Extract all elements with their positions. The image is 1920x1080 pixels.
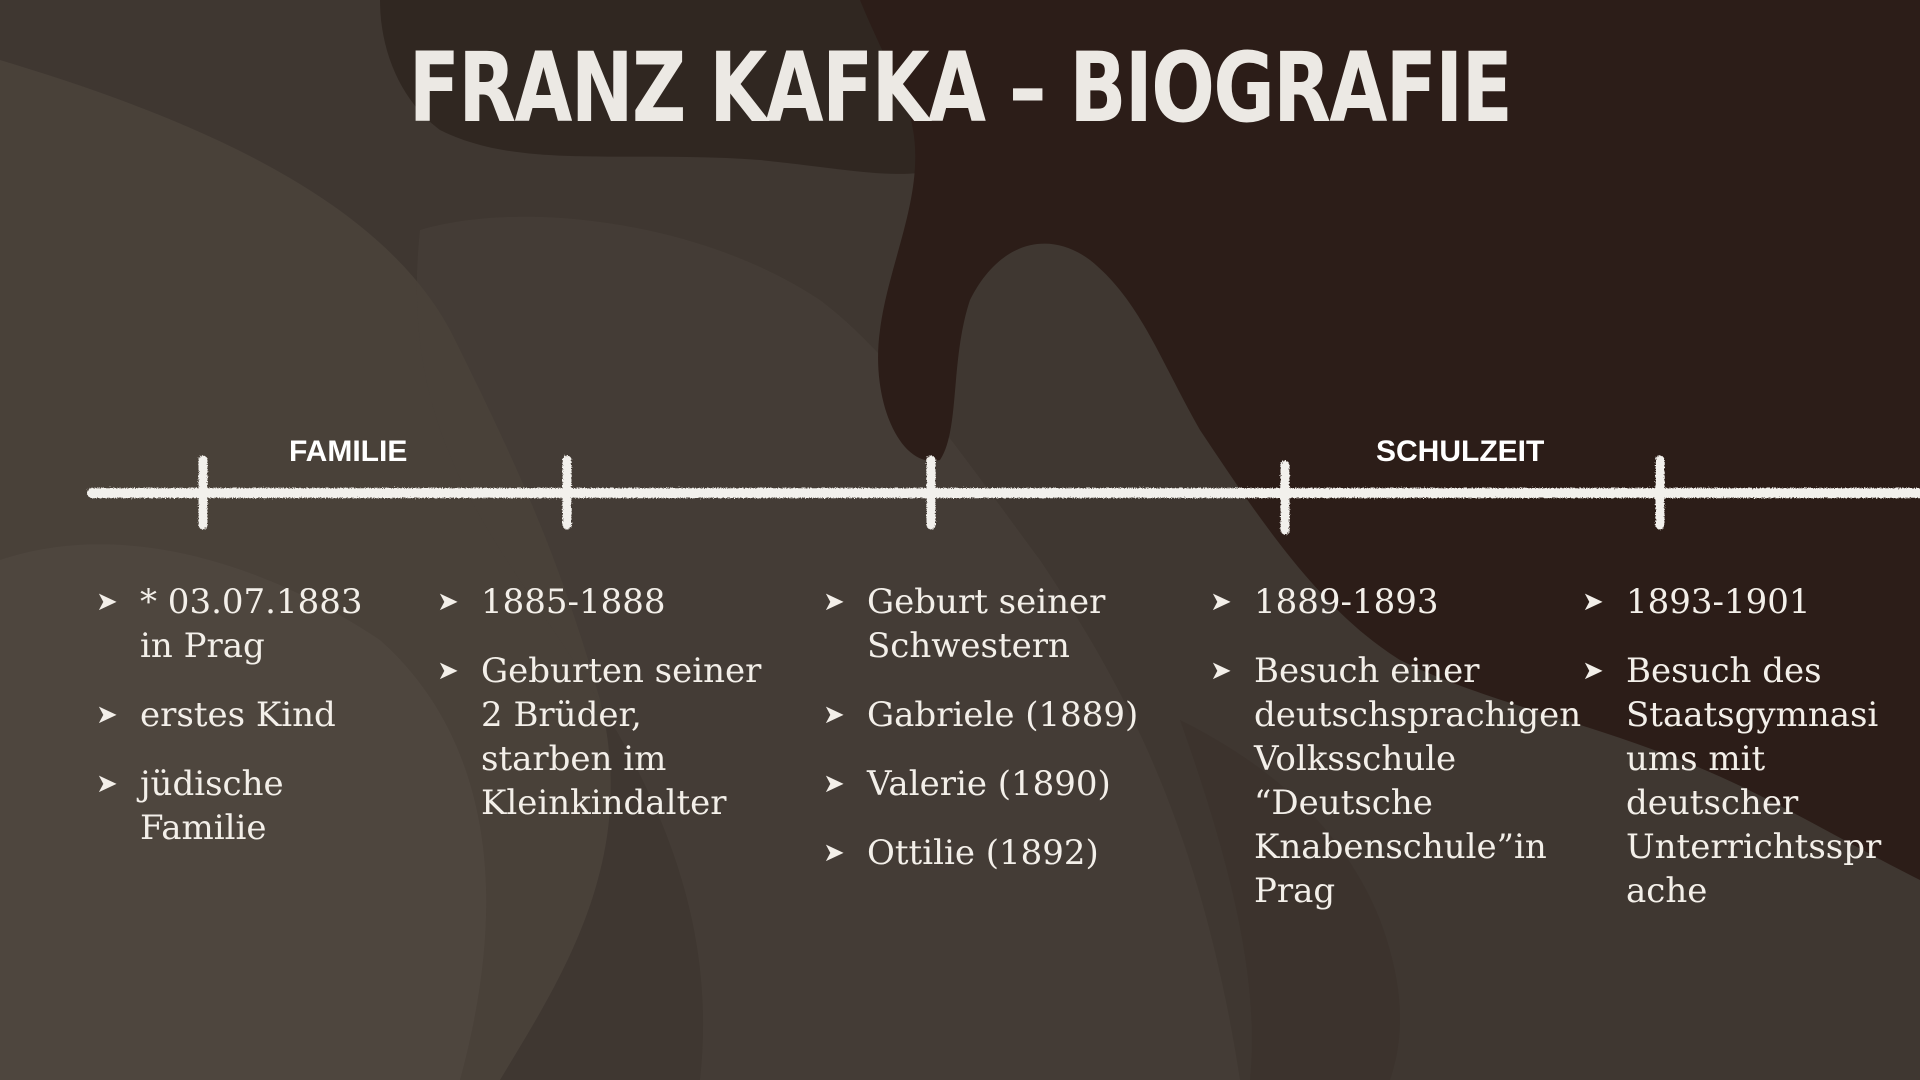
timeline-column-4 xyxy=(1210,580,1590,938)
timeline-column-2 xyxy=(437,580,797,850)
arrowhead-icon: ➤ xyxy=(96,700,118,730)
arrowhead-icon: ➤ xyxy=(823,769,845,799)
list-item xyxy=(96,693,416,737)
list-item xyxy=(823,580,1203,668)
arrowhead-icon: ➤ xyxy=(96,769,118,799)
list-item-text: Geburten seiner 2 Brüder, starben im Kleinkindalter xyxy=(481,651,762,823)
list-item xyxy=(96,580,416,668)
list-item xyxy=(823,831,1203,875)
list-item-text: Valerie (1890) xyxy=(867,764,1111,804)
list-item-text: erstes Kind xyxy=(140,695,336,735)
arrowhead-icon: ➤ xyxy=(1582,587,1604,617)
list-item xyxy=(1210,580,1590,624)
list-item-text: 1893-1901 xyxy=(1626,582,1811,622)
list-item-text: Besuch einer deutschsprachigen Volksschule “Deutsche Knabenschule”in Prag xyxy=(1254,651,1582,911)
list-item xyxy=(437,649,797,825)
section-label-familie: FAMILIE xyxy=(289,435,408,468)
arrowhead-icon: ➤ xyxy=(96,587,118,617)
timeline xyxy=(0,440,1920,540)
timeline-column-5 xyxy=(1582,580,1912,938)
list-item xyxy=(1582,649,1912,913)
section-label-schulzeit: SCHULZEIT xyxy=(1376,435,1545,468)
list-item-text: * 03.07.1883 in Prag xyxy=(140,582,363,666)
arrowhead-icon: ➤ xyxy=(437,656,459,686)
slide-title: FRANZ KAFKA – BIOGRAFIE xyxy=(408,32,1512,144)
list-item-text: 1885-1888 xyxy=(481,582,666,622)
timeline-column-1 xyxy=(96,580,416,875)
arrowhead-icon: ➤ xyxy=(1210,656,1232,686)
arrowhead-icon: ➤ xyxy=(437,587,459,617)
list-item-text: Besuch des Staatsgymnasi ums mit deutscher Unterrichtsspr ache xyxy=(1626,651,1882,911)
arrowhead-icon: ➤ xyxy=(823,587,845,617)
list-item-text: Geburt seiner Schwestern xyxy=(867,582,1106,666)
list-item xyxy=(823,693,1203,737)
list-item xyxy=(437,580,797,624)
timeline-column-3 xyxy=(823,580,1203,900)
list-item-text: jüdische Familie xyxy=(140,764,284,848)
list-item xyxy=(1582,580,1912,624)
list-item xyxy=(823,762,1203,806)
list-item-text: Gabriele (1889) xyxy=(867,695,1139,735)
arrowhead-icon: ➤ xyxy=(823,838,845,868)
arrowhead-icon: ➤ xyxy=(823,700,845,730)
list-item xyxy=(96,762,416,850)
list-item-text: Ottilie (1892) xyxy=(867,833,1099,873)
arrowhead-icon: ➤ xyxy=(1582,656,1604,686)
list-item xyxy=(1210,649,1590,913)
arrowhead-icon: ➤ xyxy=(1210,587,1232,617)
list-item-text: 1889-1893 xyxy=(1254,582,1439,622)
